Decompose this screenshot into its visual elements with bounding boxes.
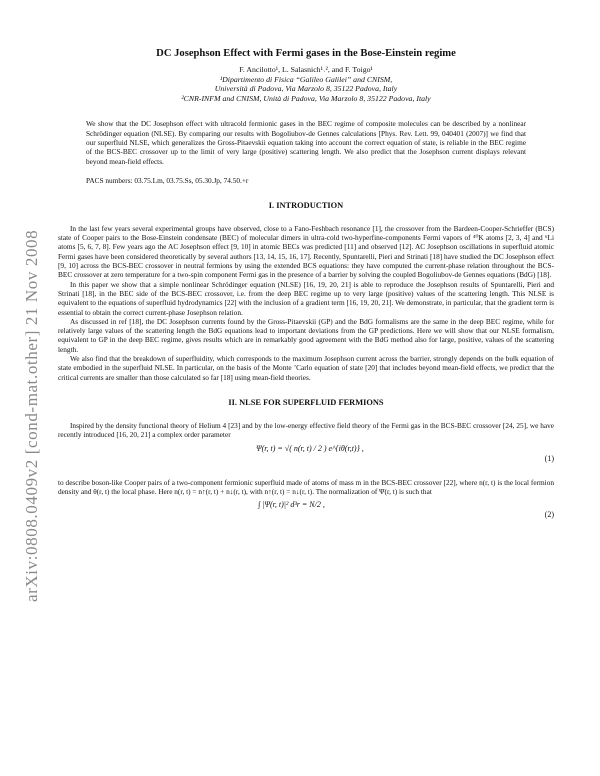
equation-1 xyxy=(58,440,554,478)
equation-2 xyxy=(58,496,554,530)
paper-title: DC Josephson Effect with Fermi gases in the Bose-Einstein regime xyxy=(156,48,456,59)
paper-page xyxy=(58,48,554,530)
affiliation-1-address: Università di Padova, Via Marzolo 8, 35122 Padova, Italy xyxy=(214,84,398,94)
intro-paragraph: In the last few years several experimental groups have observed, close to a Fano-Feshbach resonance [1], the crossover from the Bardeen-Cooper-Schrieffer (BCS) state of Cooper pairs to the Bose-Einstein condensate (BEC) of molecular dimers in ultra-cold two-hyperfine-components Fermi vapors of ⁴⁰K atoms [2, 3, 4] and ⁶Li atoms [5, 6, 7, 8]. Few years ago the AC Josephson effect [9, 10] in atomic BECs was predicted [11] and observed [12]. AC Josephson oscillations in superfluid atomic Fermi gases have been considered theoretically by several authors [13, 14, 15, 16, 17]. Recently, Spuntarelli, Pieri and Strinati [18] have studied the DC Josephson effect [9, 10] across the BCS-BEC crossover in neutral fermions by using the extended BCS equations: they have computed the current-phase relation throughout the BCS-BEC crossover at zero temperature for a two-spin component Fermi gas in the presence of a barrier by solving the coupled Bogoliubov-de Gennes equations (BdG) [18]. xyxy=(58,223,554,280)
affiliation-2: ²CNR-INFM and CNISM, Unità di Padova, Via Marzolo 8, 35122 Padova, Italy xyxy=(181,93,431,103)
intro-paragraph: As discussed in ref [18], the DC Josephson currents found by the Gross-Pitaevskii (GP) and the BdG formalisms are the same in the deep BEC regime, while for relatively large values of the scattering length the BdG equations lead to important deviations from the GP predictions. Here we will show that our NLSE formalism, equivalent to GP in the deep BEC regime, gives results which are in remarkably good agreement with the BdG method also for large, positive, values of the scattering length. xyxy=(58,316,554,354)
arxiv-margin-stamp xyxy=(4,182,40,602)
equation-2-number: (2) xyxy=(544,510,554,520)
intro-paragraph: In this paper we show that a simple nonlinear Schrödinger equation (NLSE) [16, 19, 20, 21] is able to reproduce the Josephson results of Spuntarelli, Pieri and Strinati [18], in the BEC side of the BCS-BEC crossover, i.e. from the deep BEC regime up to very large (positive) values of the scattering length. This NLSE is equivalent to the equations of superfluid hydrodynamics [22] with the inclusion of a gradient term [16, 19, 20, 21]. We demonstrate, in particular, that the gradient term is essential to obtain the correct current-phase Josephson relation. xyxy=(58,279,554,317)
nlse-paragraph: Inspired by the density functional theory of Helium 4 [23] and by the low-energy effective field theory of the Fermi gas in the BCS-BEC crossover [24, 25], we have recently introduced [16, 20, 21] a complex order parameter xyxy=(58,420,554,440)
author-names: F. Ancilotto¹, L. Salasnich¹˒², and F. Toigo¹ xyxy=(239,65,373,74)
equation-1-body: Ψ(r, t) = √( n(r, t) / 2 ) e^{iθ(r,t)} , xyxy=(256,443,364,453)
affiliation-1: ¹Dipartimento di Fisica “Galileo Galilei” and CNISM, xyxy=(219,74,393,84)
nlse-paragraph: to describe boson-like Cooper pairs of a two-component fermionic superfluid made of atoms of mass m in the BCS-BEC crossover [22], where n(r, t) is the local fermion density and θ(r, t) the local phase. Here n(r, t) = n↑(r, t) + n↓(r, t), with n↑(r, t) = n↓(r, t). The normalization of Ψ(r, t) is such that xyxy=(58,477,554,496)
intro-paragraph: We also find that the breakdown of superfluidity, which corresponds to the maximum Josephson current across the barrier, strongly depends on the bulk equation of state embodied in the superfluid NLSE. In particular, on the basis of the Monte ’Carlo equation of state [20] that includes beyond mean-field effects, we predict that the critical currents are smaller than those calculated so far [18] using mean-field theories. xyxy=(58,354,554,382)
abstract: We show that the DC Josephson effect with ultracold fermionic gases in the BEC regime of composite molecules can be described by a nonlinear Schrödinger equation (NLSE). By comparing our results with Bogoliubov-de Gennes calculations [Phys. Rev. Lett. 99, 040401 (2007)] we find that our superfluid NLSE, which generalizes the Gross-Pitaevskii equation taking into account the correct equation of state, is reliable in the BEC regime of the BCS-BEC crossover up to the limit of very large (positive) scattering length. We also predict that the Josephson current displays relevant beyond mean-field effects. xyxy=(86,119,526,166)
equation-1-number: (1) xyxy=(544,453,554,463)
pacs-numbers: PACS numbers: 03.75.Lm, 03.75.Ss, 05.30.Jp, 74.50.+r xyxy=(86,175,249,185)
author-block xyxy=(58,65,554,103)
equation-2-body: ∫ |Ψ(r, t)|² d³r = N/2 , xyxy=(258,500,325,510)
arxiv-identifier: arXiv:0808.0409v2 [cond-mat.other] 21 Nov 2008 xyxy=(22,229,41,602)
section-heading-introduction: I. INTRODUCTION xyxy=(268,200,344,210)
section-heading-nlse: II. NLSE FOR SUPERFLUID FERMIONS xyxy=(228,397,384,407)
